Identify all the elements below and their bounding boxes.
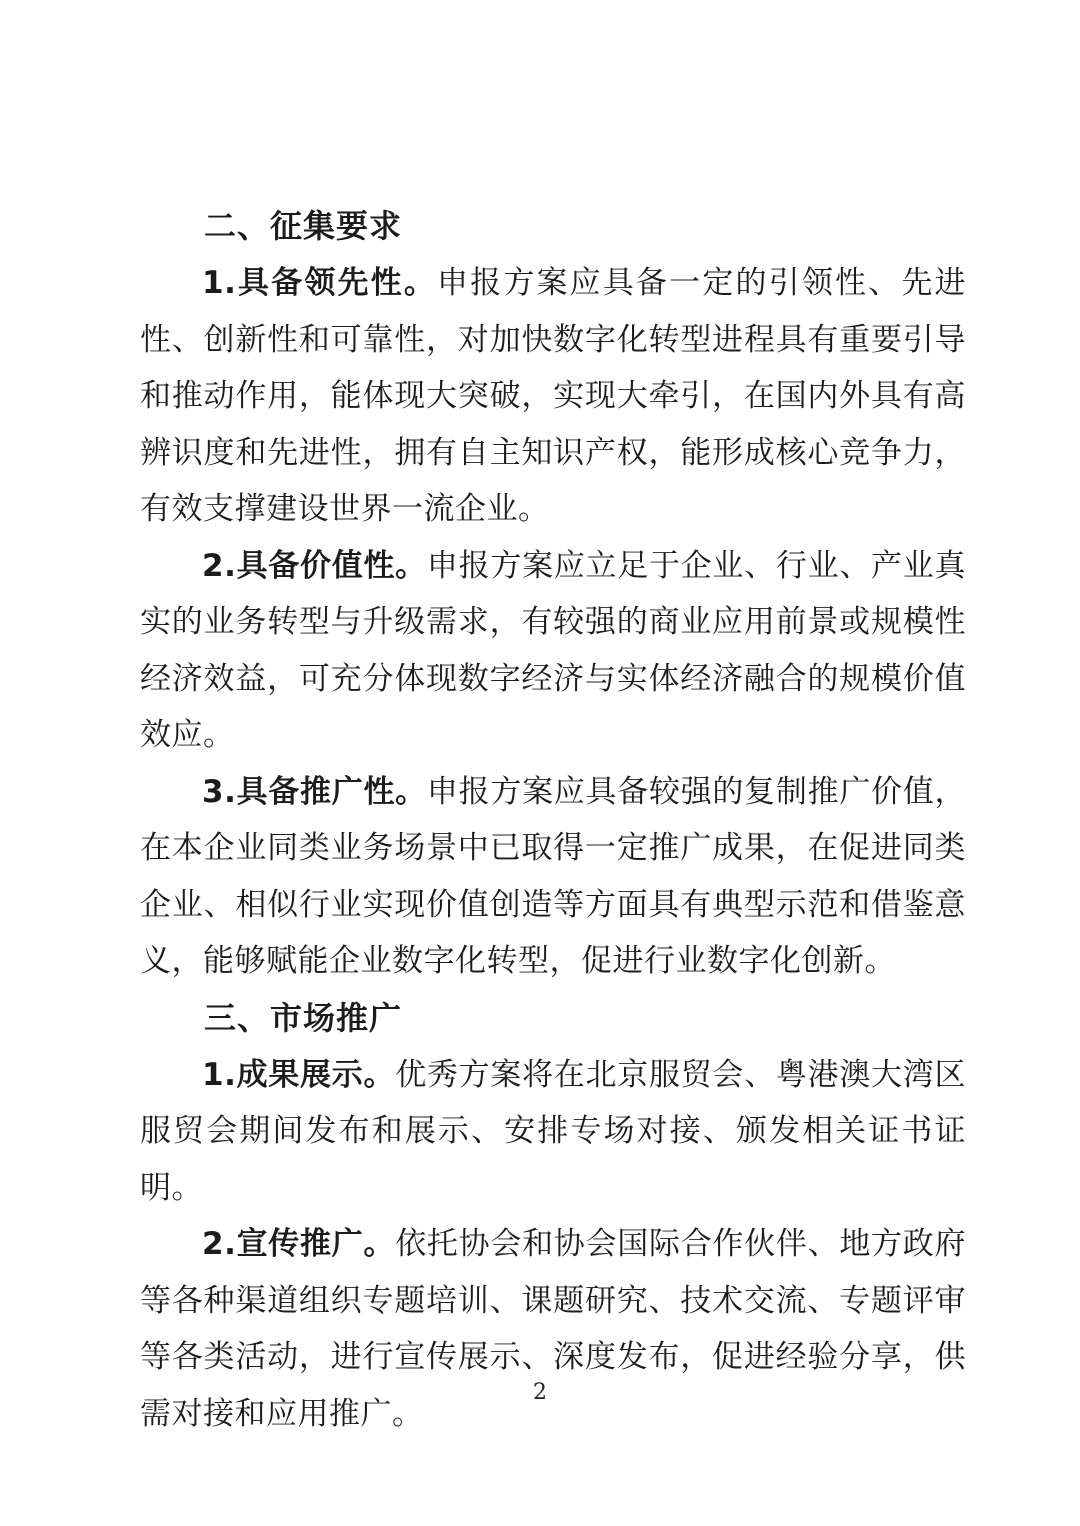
paragraph-lead: 1.成果展示。 (202, 1056, 396, 1093)
paragraph-body: 申报方案应立足于企业、行业、产业真实的业务转型与升级需求，有较强的商业应用前景或规模性经济效益，可充分体现数字经济与实体经济融合的规模价值效应。 (140, 547, 966, 753)
paragraph-lead: 2.宣传推广。 (202, 1226, 396, 1262)
page-number: 2 (533, 1380, 547, 1405)
paragraph-value-quality (140, 538, 966, 764)
paragraph-lead: 1.具备领先性。 (202, 265, 438, 301)
paragraph-body: 申报方案应具备较强的复制推广价值，在本企业同类业务场景中已取得一定推广成果，在促进同类企业、相似行业实现价值创造等方面具有典型示范和借鉴意义，能够赋能企业数字化转型，促进行业数字化创新。 (140, 773, 966, 979)
paragraph-body: 申报方案应具备一定的引领性、先进性、创新性和可靠性，对加快数字化转型进程具有重要引导和推动作用，能体现大突破，实现大牵引，在国内外具有高辨识度和先进性，拥有自主知识产权，能形成核心竞争力，有效支撑建设世界一流企业。 (140, 265, 966, 527)
section-heading-market-promotion: 三、市场推广 (204, 998, 403, 1037)
paragraph-body: 优秀方案将在北京服贸会、粤港澳大湾区服贸会期间发布和展示、安排专场对接、颁发相关证书证明。 (140, 1056, 966, 1206)
paragraph-results-showcase (140, 1047, 966, 1217)
paragraph-lead: 3.具备推广性。 (202, 773, 427, 810)
section-heading-collection-requirements: 二、征集要求 (204, 207, 403, 245)
paragraph-promotion-quality (140, 764, 966, 990)
document-body (140, 198, 966, 1442)
paragraph-body: 依托协会和协会国际合作伙伴、地方政府等各种渠道组织专题培训、课题研究、技术交流、专题评审等各类活动，进行宣传展示、深度发布，促进经验分享，供需对接和应用推广。 (140, 1226, 966, 1432)
paragraph-publicity-promotion (140, 1216, 966, 1442)
paragraph-leading-quality (140, 255, 966, 538)
paragraph-lead: 2.具备价值性。 (202, 547, 427, 584)
